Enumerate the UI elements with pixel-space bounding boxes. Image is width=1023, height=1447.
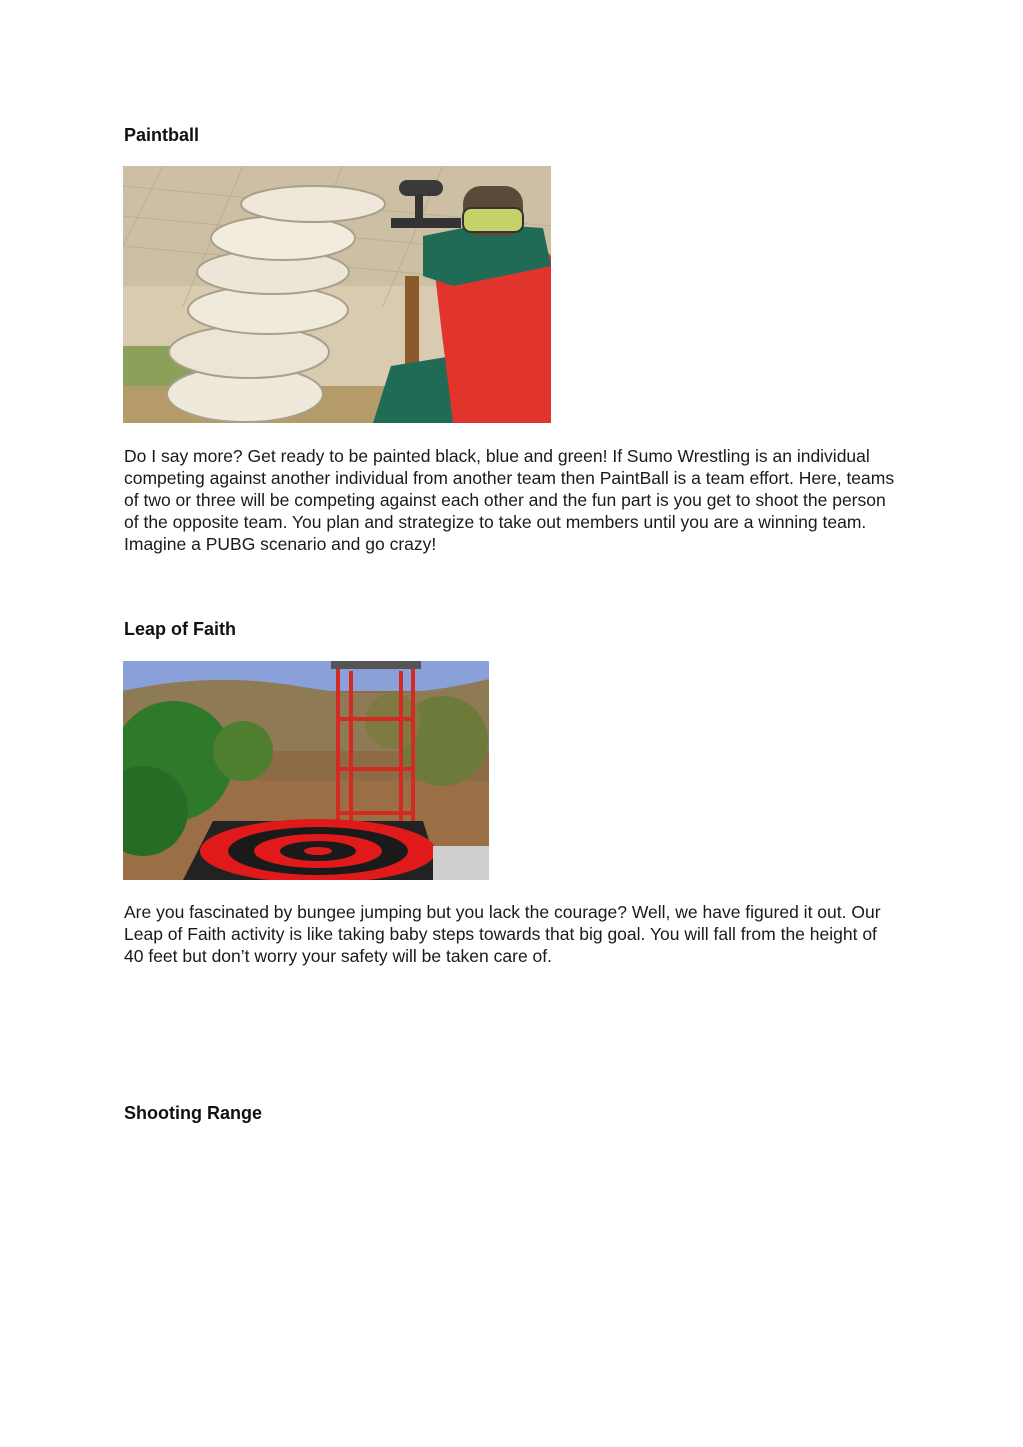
leap-of-faith-photo: [123, 661, 489, 880]
leap-of-faith-description: Are you fascinated by bungee jumping but you lack the courage? Well, we have figured it out. Our Leap of Faith activity is like taking baby steps towards that big goal. You will fall from the height of 40 feet but don’t worry your safety will be taken care of.: [124, 902, 881, 966]
section-heading-paintball: Paintball: [124, 125, 200, 145]
section-heading-shooting-range: Shooting Range: [124, 1103, 262, 1123]
paintball-description: Do I say more? Get ready to be painted black, blue and green! If Sumo Wrestling is an individual competing against another individual from another team then PaintBall is a team effort. Here, teams of two or three will be competing against each other and the fun part is you get to shoot the person of the opposite team. You plan and strategize to take out members until you are a winning team. Imagine a PUBG scenario and go crazy!: [124, 446, 895, 554]
section-heading-leap-of-faith: Leap of Faith: [124, 619, 236, 639]
paintball-photo: [123, 166, 551, 423]
